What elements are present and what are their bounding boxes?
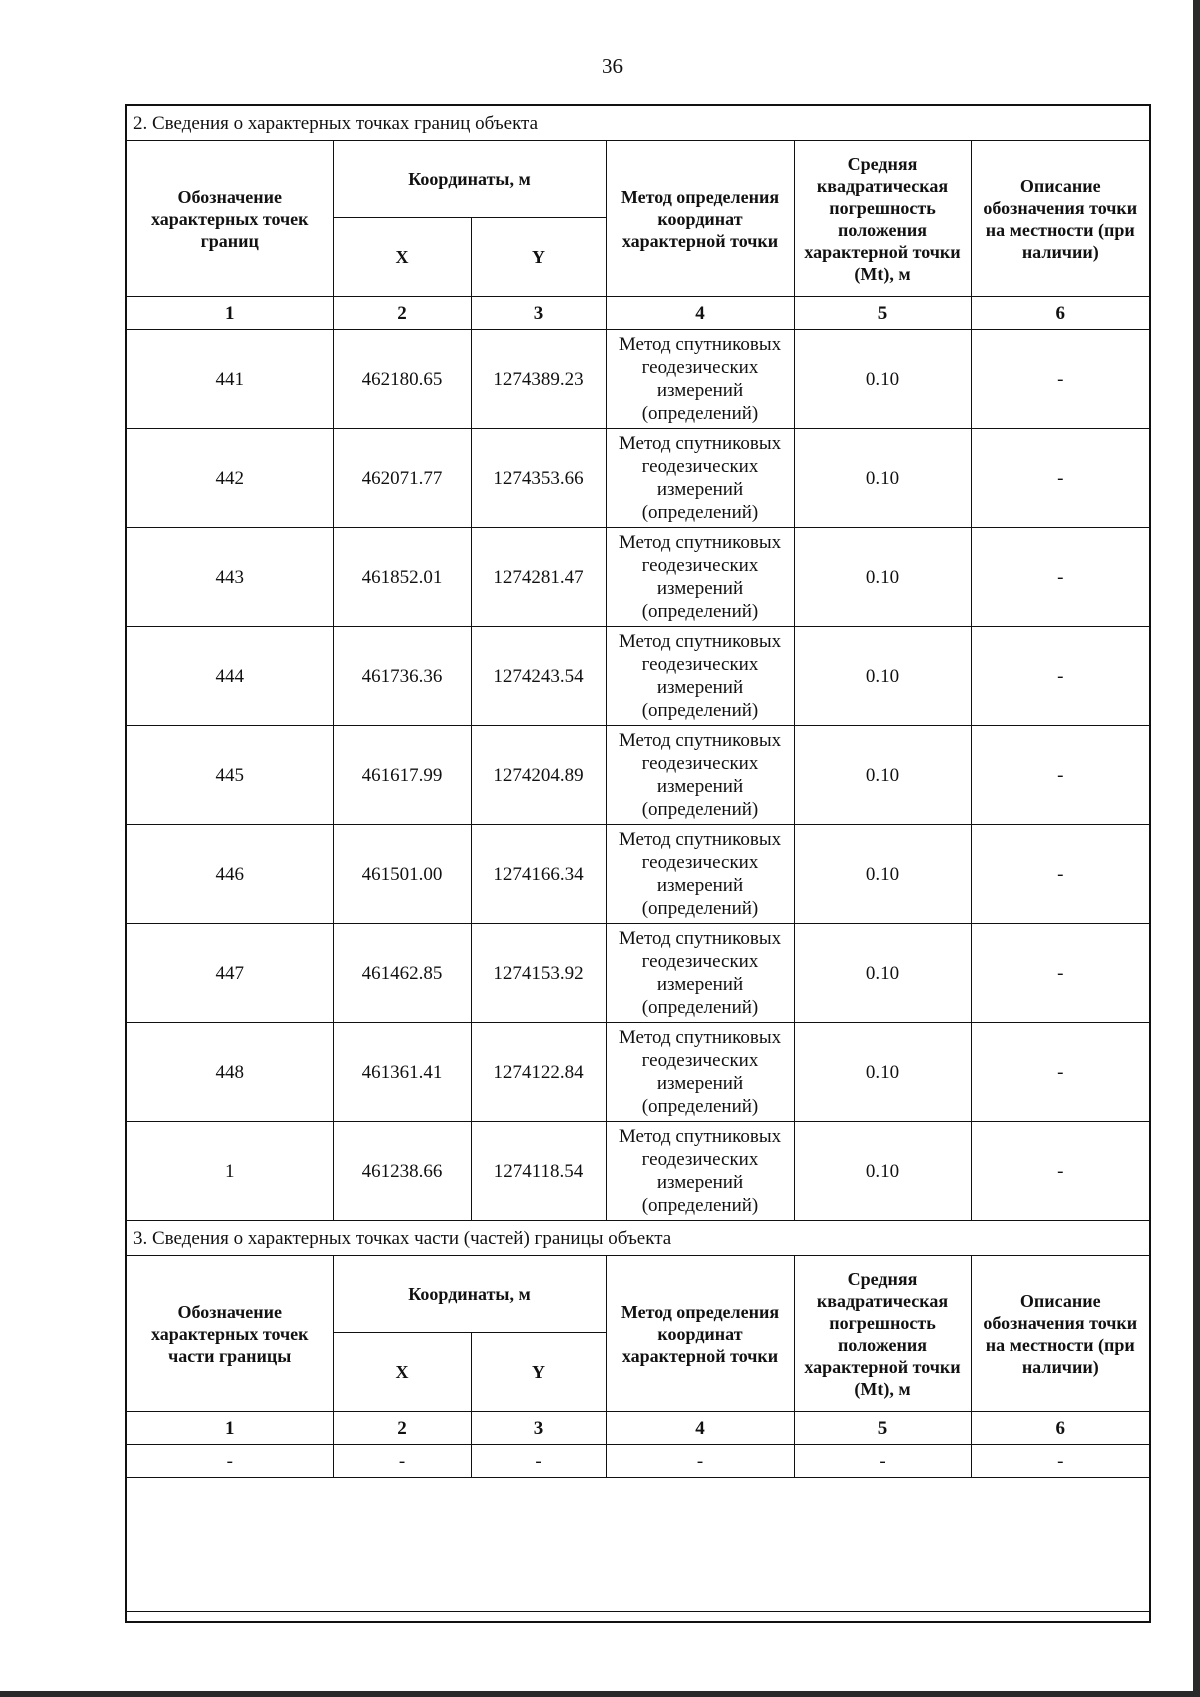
point-designation-cell: 1 bbox=[127, 1122, 333, 1221]
x-coordinate-cell: 461361.41 bbox=[333, 1023, 471, 1122]
header-coordinates: Координаты, м bbox=[333, 141, 606, 218]
column-number: 2 bbox=[333, 297, 471, 330]
mean-error-cell: 0.10 bbox=[794, 825, 971, 924]
method-cell: Метод спутниковых геодезических измерений (определений) bbox=[606, 429, 794, 528]
column-number: 6 bbox=[971, 297, 1149, 330]
point-designation-cell: 446 bbox=[127, 825, 333, 924]
table-row bbox=[127, 627, 1149, 726]
table-row bbox=[127, 1122, 1149, 1221]
header-x: X bbox=[333, 218, 471, 297]
description-cell: - bbox=[971, 1122, 1149, 1221]
x-coordinate-cell: 462180.65 bbox=[333, 330, 471, 429]
header-coordinates: Координаты, м bbox=[333, 1256, 606, 1333]
column-number: 2 bbox=[333, 1412, 471, 1445]
table-row bbox=[127, 825, 1149, 924]
method-cell: Метод спутниковых геодезических измерений (определений) bbox=[606, 528, 794, 627]
table-row bbox=[127, 1023, 1149, 1122]
y-coordinate-cell: 1274118.54 bbox=[471, 1122, 606, 1221]
point-designation-cell: - bbox=[127, 1445, 333, 1478]
column-number: 3 bbox=[471, 1412, 606, 1445]
method-cell: Метод спутниковых геодезических измерений (определений) bbox=[606, 726, 794, 825]
page-number: 36 bbox=[602, 54, 623, 78]
column-number: 5 bbox=[794, 1412, 971, 1445]
description-cell: - bbox=[971, 924, 1149, 1023]
column-number: 3 bbox=[471, 297, 606, 330]
point-designation-cell: 444 bbox=[127, 627, 333, 726]
header-description: Описание обозначения точки на местности (при наличии) bbox=[971, 141, 1149, 297]
section-3-title: 3. Сведения о характерных точках части (частей) границы объекта bbox=[127, 1221, 1149, 1256]
column-number: 1 bbox=[127, 297, 333, 330]
mean-error-cell: 0.10 bbox=[794, 330, 971, 429]
header-point-designation: Обозначение характерных точек границ bbox=[127, 141, 333, 297]
method-cell: Метод спутниковых геодезических измерений (определений) bbox=[606, 1122, 794, 1221]
description-cell: - bbox=[971, 627, 1149, 726]
y-coordinate-cell: 1274389.23 bbox=[471, 330, 606, 429]
point-designation-cell: 441 bbox=[127, 330, 333, 429]
boundary-points-form bbox=[125, 104, 1151, 1623]
mean-error-cell: 0.10 bbox=[794, 528, 971, 627]
method-cell: Метод спутниковых геодезических измерений (определений) bbox=[606, 1023, 794, 1122]
y-coordinate-cell: 1274166.34 bbox=[471, 825, 606, 924]
x-coordinate-cell: 461238.66 bbox=[333, 1122, 471, 1221]
description-cell: - bbox=[971, 1023, 1149, 1122]
mean-error-cell: 0.10 bbox=[794, 924, 971, 1023]
header-description: Описание обозначения точки на местности (при наличии) bbox=[971, 1256, 1149, 1412]
point-designation-cell: 448 bbox=[127, 1023, 333, 1122]
x-coordinate-cell: 461501.00 bbox=[333, 825, 471, 924]
header-y: Y bbox=[471, 1333, 606, 1412]
x-coordinate-cell: - bbox=[333, 1445, 471, 1478]
description-cell: - bbox=[971, 825, 1149, 924]
method-cell: Метод спутниковых геодезических измерений (определений) bbox=[606, 924, 794, 1023]
point-designation-cell: 442 bbox=[127, 429, 333, 528]
method-cell: Метод спутниковых геодезических измерений (определений) bbox=[606, 627, 794, 726]
y-coordinate-cell: 1274204.89 bbox=[471, 726, 606, 825]
method-cell: Метод спутниковых геодезических измерений (определений) bbox=[606, 825, 794, 924]
mean-error-cell: - bbox=[794, 1445, 971, 1478]
point-designation-cell: 443 bbox=[127, 528, 333, 627]
y-coordinate-cell: 1274353.66 bbox=[471, 429, 606, 528]
table-row bbox=[127, 429, 1149, 528]
table-row bbox=[127, 1445, 1149, 1478]
description-cell: - bbox=[971, 1445, 1149, 1478]
header-mean-error: Средняя квадратическая погрешность положения характерной точки (Mt), м bbox=[794, 1256, 971, 1412]
table-row bbox=[127, 924, 1149, 1023]
description-cell: - bbox=[971, 528, 1149, 627]
header-x: X bbox=[333, 1333, 471, 1412]
x-coordinate-cell: 461736.36 bbox=[333, 627, 471, 726]
mean-error-cell: 0.10 bbox=[794, 1023, 971, 1122]
column-number: 4 bbox=[606, 1412, 794, 1445]
x-coordinate-cell: 461462.85 bbox=[333, 924, 471, 1023]
x-coordinate-cell: 461852.01 bbox=[333, 528, 471, 627]
header-y: Y bbox=[471, 218, 606, 297]
point-designation-cell: 445 bbox=[127, 726, 333, 825]
column-number: 1 bbox=[127, 1412, 333, 1445]
mean-error-cell: 0.10 bbox=[794, 429, 971, 528]
description-cell: - bbox=[971, 330, 1149, 429]
y-coordinate-cell: - bbox=[471, 1445, 606, 1478]
header-method: Метод определения координат характерной точки bbox=[606, 141, 794, 297]
column-number: 4 bbox=[606, 297, 794, 330]
description-cell: - bbox=[971, 726, 1149, 825]
section-2-title: 2. Сведения о характерных точках границ объекта bbox=[127, 106, 1149, 141]
empty-area bbox=[127, 1478, 1149, 1612]
y-coordinate-cell: 1274243.54 bbox=[471, 627, 606, 726]
column-number: 5 bbox=[794, 297, 971, 330]
table-row bbox=[127, 330, 1149, 429]
y-coordinate-cell: 1274153.92 bbox=[471, 924, 606, 1023]
header-point-designation: Обозначение характерных точек части границы bbox=[127, 1256, 333, 1412]
method-cell: Метод спутниковых геодезических измерений (определений) bbox=[606, 330, 794, 429]
point-designation-cell: 447 bbox=[127, 924, 333, 1023]
table-row bbox=[127, 726, 1149, 825]
method-cell: - bbox=[606, 1445, 794, 1478]
mean-error-cell: 0.10 bbox=[794, 627, 971, 726]
mean-error-cell: 0.10 bbox=[794, 726, 971, 825]
x-coordinate-cell: 461617.99 bbox=[333, 726, 471, 825]
scan-edge-right bbox=[1193, 0, 1200, 1697]
mean-error-cell: 0.10 bbox=[794, 1122, 971, 1221]
y-coordinate-cell: 1274281.47 bbox=[471, 528, 606, 627]
description-cell: - bbox=[971, 429, 1149, 528]
table-row bbox=[127, 528, 1149, 627]
scan-edge-bottom bbox=[0, 1691, 1200, 1697]
header-method: Метод определения координат характерной точки bbox=[606, 1256, 794, 1412]
x-coordinate-cell: 462071.77 bbox=[333, 429, 471, 528]
boundary-points-table bbox=[127, 106, 1149, 1612]
y-coordinate-cell: 1274122.84 bbox=[471, 1023, 606, 1122]
column-number: 6 bbox=[971, 1412, 1149, 1445]
header-mean-error: Средняя квадратическая погрешность положения характерной точки (Mt), м bbox=[794, 141, 971, 297]
